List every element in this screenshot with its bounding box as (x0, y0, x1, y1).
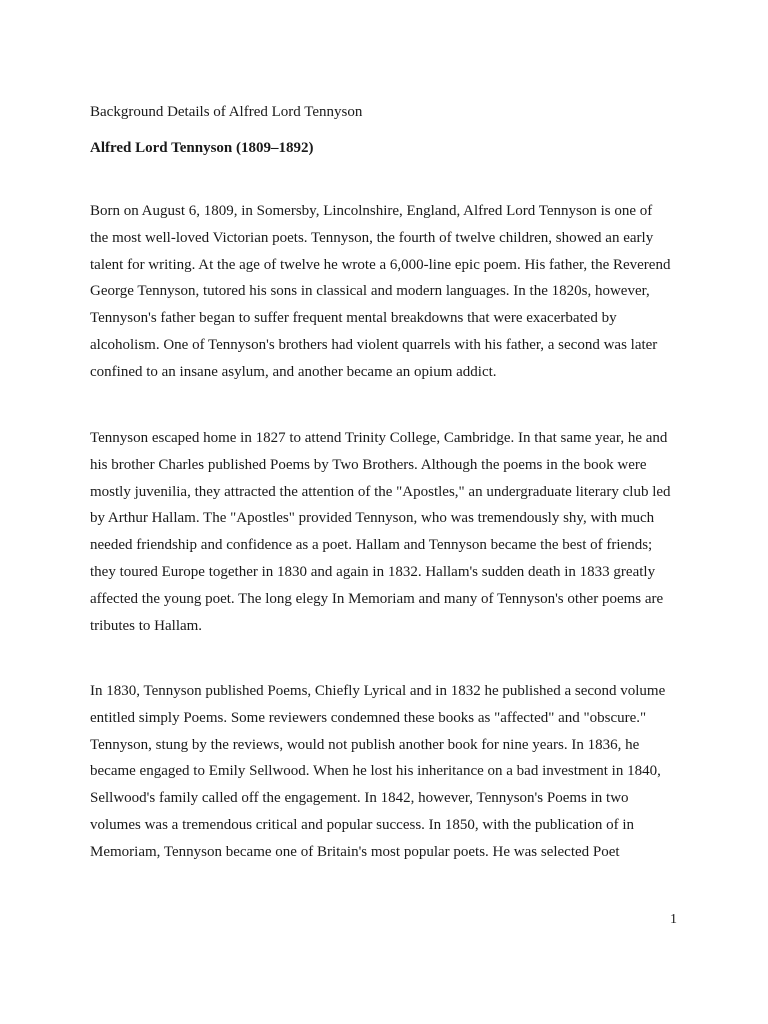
paragraph-line: confined to an insane asylum, and another became an opium addict. (90, 363, 497, 380)
paragraph-line: became engaged to Emily Sellwood. When he lost his inheritance on a bad investment in 1840, (90, 763, 661, 780)
document-heading: Alfred Lord Tennyson (1809–1892) (90, 140, 314, 156)
paragraph-line: George Tennyson, tutored his sons in classical and modern languages. In the 1820s, however, (90, 283, 650, 300)
paragraph-line: Sellwood's family called off the engagement. In 1842, however, Tennyson's Poems in two (90, 790, 629, 807)
paragraph-3 (90, 678, 690, 866)
paragraph-line: Born on August 6, 1809, in Somersby, Lincolnshire, England, Alfred Lord Tennyson is one of (90, 203, 653, 219)
paragraph-line: Tennyson's father began to suffer frequent mental breakdowns that were exacerbated by (90, 310, 617, 327)
paragraph-line: Memoriam, Tennyson became one of Britain's most popular poets. He was selected Poet (90, 843, 620, 860)
paragraph-line: affected the young poet. The long elegy In Memoriam and many of Tennyson's other poems are (90, 590, 664, 607)
paragraph-line: needed friendship and confidence as a poet. Hallam and Tennyson became the best of friends; (90, 537, 653, 554)
paragraph-line: talent for writing. At the age of twelve he wrote a 6,000-line epic poem. His father, the Reverend (90, 256, 671, 273)
paragraph-line: tributes to Hallam. (90, 617, 203, 634)
paragraph-line: alcoholism. One of Tennyson's brothers had violent quarrels with his father, a second was later (90, 336, 658, 353)
paragraph-line: the most well-loved Victorian poets. Tennyson, the fourth of twelve children, showed an early (90, 229, 654, 246)
paragraph-2 (90, 425, 690, 639)
paragraph-line: his brother Charles published Poems by Two Brothers. Although the poems in the book were (90, 456, 647, 473)
paragraph-line: mostly juvenilia, they attracted the attention of the "Apostles," an undergraduate literary club led (90, 483, 671, 500)
paragraph-line: In 1830, Tennyson published Poems, Chiefly Lyrical and in 1832 he published a second volume (90, 683, 666, 699)
paragraph-line: volumes was a tremendous critical and popular success. In 1850, with the publication of in (90, 816, 635, 833)
document-title: Background Details of Alfred Lord Tennyson (90, 104, 363, 120)
paragraph-line: they toured Europe together in 1830 and again in 1832. Hallam's sudden death in 1833 greatly (90, 563, 656, 580)
paragraph-line: Tennyson, stung by the reviews, would not publish another book for nine years. In 1836, he (90, 736, 640, 753)
page-number: 1 (670, 912, 677, 927)
paragraph-line: entitled simply Poems. Some reviewers condemned these books as "affected" and "obscure." (90, 709, 647, 726)
paragraph-line: Tennyson escaped home in 1827 to attend Trinity College, Cambridge. In that same year, he and (90, 430, 668, 446)
paragraph-1 (90, 198, 690, 386)
paragraph-line: by Arthur Hallam. The "Apostles" provided Tennyson, who was tremendously shy, with much (90, 510, 655, 527)
